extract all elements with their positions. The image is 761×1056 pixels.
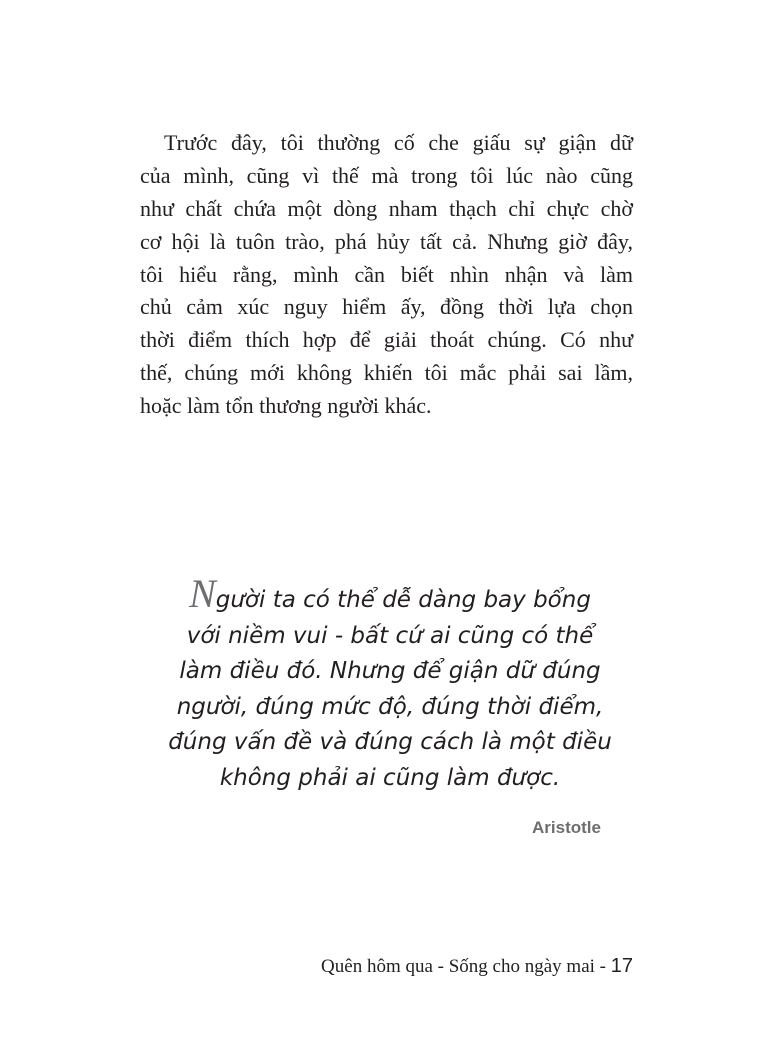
quote-author: Aristotle — [532, 818, 601, 837]
book-title: Quên hôm qua - Sống cho ngày mai - — [321, 956, 611, 977]
body-line: Trước đây, tôi thường cố che giấu sự giận dữ — [164, 130, 633, 155]
quote-line — [140, 571, 640, 619]
body-line: của mình, cũng vì thế mà trong tôi lúc nào cũng — [140, 162, 633, 188]
body-line: tôi hiểu rằng, mình cần biết nhìn nhận và làm — [140, 261, 633, 287]
quote-line: làm điều đó. Nhưng để giận dữ đúng — [179, 658, 601, 685]
body-paragraph — [140, 127, 633, 423]
quote-first-line: gười ta có thể dễ dàng bay bổng — [215, 587, 591, 613]
body-line: thế, chúng mới không khiến tôi mắc phải sai lầm, — [140, 360, 633, 386]
body-line: như chất chứa một dòng nham thạch chỉ chực chờ — [140, 195, 633, 221]
quote-line: không phải ai cũng làm được. — [219, 764, 561, 791]
body-line: hoặc làm tổn thương người khác. — [140, 393, 432, 419]
body-line: chủ cảm xúc nguy hiểm ấy, đồng thời lựa chọn — [140, 294, 633, 320]
body-line: cơ hội là tuôn trào, phá hủy tất cả. Nhưng giờ đây, — [140, 228, 633, 254]
quote-line: với niềm vui - bất cứ ai cũng có thể — [186, 622, 594, 649]
quote-block — [140, 571, 640, 797]
page-number: 17 — [610, 955, 633, 977]
quote-dropcap: N — [189, 571, 216, 616]
quote-line: người, đúng mức độ, đúng thời điểm, — [176, 693, 604, 720]
body-line: thời điểm thích hợp để giải thoát chúng. Có như — [140, 327, 633, 353]
page-footer — [321, 955, 633, 978]
quote-line: đúng vấn đề và đúng cách là một điều — [168, 729, 612, 756]
